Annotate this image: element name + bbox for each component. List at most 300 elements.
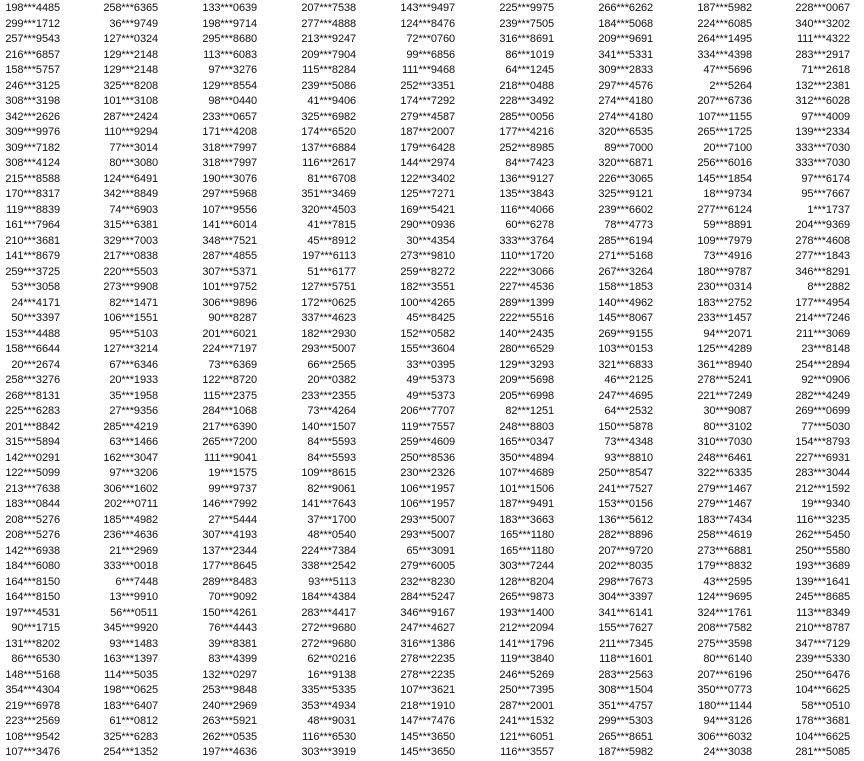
- masked-number-cell: 303***3919: [301, 746, 356, 758]
- masked-number-cell: 278***2235: [400, 653, 455, 665]
- masked-number-cell: 178***3681: [795, 715, 850, 727]
- table-row: [0, 125, 864, 141]
- masked-number-cell: 214***7246: [795, 312, 850, 324]
- masked-number-cell: 27***5444: [208, 513, 257, 526]
- masked-number-cell: 82***1251: [505, 405, 554, 417]
- masked-number-cell: 183***0844: [5, 498, 60, 510]
- table-row: [0, 203, 864, 219]
- masked-number-cell: 241***7527: [598, 482, 653, 495]
- masked-number-cell: 310***7030: [697, 436, 752, 448]
- masked-number-cell: 283***4417: [301, 606, 356, 619]
- masked-number-cell: 103***0153: [598, 343, 653, 355]
- masked-number-cell: 333***0018: [103, 560, 158, 572]
- masked-number-cell: 77***5030: [801, 420, 850, 433]
- masked-number-cell: 334***4398: [697, 48, 752, 61]
- masked-number-cell: 124***8476: [400, 17, 455, 30]
- masked-number-cell: 315***5894: [5, 436, 60, 448]
- masked-number-cell: 280***6529: [499, 343, 554, 355]
- masked-number-cell: 113***8349: [796, 606, 850, 619]
- masked-number-cell: 277***6124: [697, 203, 752, 216]
- masked-number-cell: 224***7197: [202, 343, 257, 355]
- masked-number-cell: 20***7100: [703, 141, 752, 154]
- masked-number-cell: 49***5373: [406, 389, 455, 402]
- masked-number-cell: 150***4261: [202, 606, 257, 619]
- masked-number-cell: 53***3058: [11, 281, 60, 293]
- table-row: [0, 621, 864, 637]
- masked-number-cell: 64***1245: [505, 64, 554, 76]
- masked-number-cell: 259***8272: [400, 265, 455, 278]
- masked-number-cell: 233***2355: [301, 389, 356, 402]
- masked-number-cell: 78***4773: [604, 219, 653, 231]
- masked-number-cell: 250***6476: [795, 668, 850, 681]
- masked-number-cell: 109***7979: [697, 234, 752, 247]
- masked-number-cell: 19***9340: [801, 498, 850, 510]
- masked-number-cell: 174***7292: [400, 95, 455, 107]
- masked-number-cell: 245***8685: [795, 591, 850, 603]
- masked-number-cell: 225***6283: [5, 405, 60, 417]
- masked-number-cell: 122***8720: [202, 374, 257, 386]
- masked-number-cell: 48***9031: [307, 715, 356, 727]
- masked-number-cell: 265***9873: [499, 591, 554, 603]
- masked-number-cell: 70***9092: [208, 591, 257, 603]
- masked-number-cell: 307***5371: [202, 265, 257, 278]
- masked-number-cell: 110***1720: [500, 250, 554, 262]
- masked-number-cell: 72***0760: [406, 33, 455, 45]
- masked-number-cell: 201***6021: [202, 327, 257, 340]
- masked-number-cell: 262***0535: [202, 730, 257, 743]
- masked-number-cell: 347***7129: [795, 637, 850, 650]
- masked-number-cell: 211***3069: [796, 327, 850, 340]
- table-row: [0, 420, 864, 436]
- masked-number-cell: 118***1601: [599, 653, 653, 665]
- masked-number-cell: 101***1506: [499, 482, 554, 495]
- table-row: [0, 234, 864, 250]
- masked-number-cell: 111***4322: [796, 33, 850, 45]
- masked-number-cell: 346***9167: [400, 606, 455, 619]
- table-row: [0, 358, 864, 374]
- masked-number-cell: 81***6708: [307, 172, 356, 185]
- table-row: [0, 466, 864, 482]
- masked-number-cell: 209***5698: [499, 374, 554, 386]
- masked-number-cell: 230***0314: [697, 281, 752, 293]
- masked-number-cell: 46***2125: [604, 374, 653, 386]
- masked-number-cell: 269***9155: [598, 327, 653, 340]
- masked-number-cell: 136***9127: [499, 172, 554, 185]
- masked-number-cell: 283***3044: [795, 467, 850, 479]
- masked-number-cell: 133***0639: [202, 2, 257, 14]
- table-row: [0, 745, 864, 761]
- masked-number-cell: 30***4354: [406, 234, 455, 247]
- masked-number-cell: 141***6014: [202, 219, 257, 231]
- masked-number-cell: 115***8284: [302, 64, 356, 76]
- masked-number-cell: 137***6884: [301, 141, 356, 154]
- masked-number-cell: 264***1495: [697, 33, 752, 45]
- masked-number-cell: 282***8896: [598, 529, 653, 541]
- masked-number-cell: 308***4124: [5, 157, 60, 169]
- masked-number-cell: 254***2894: [795, 358, 850, 371]
- table-row: [0, 17, 864, 33]
- masked-number-cell: 73***4264: [307, 405, 356, 417]
- masked-number-cell: 309***7182: [5, 141, 60, 154]
- masked-number-cell: 1***1737: [807, 203, 850, 216]
- masked-number-cell: 312***6028: [795, 95, 850, 107]
- masked-number-cell: 223***2569: [5, 715, 60, 727]
- masked-number-cell: 30***9087: [703, 405, 752, 417]
- masked-number-cell: 259***3725: [5, 265, 60, 278]
- masked-number-cell: 107***3476: [5, 746, 60, 758]
- masked-number-cell: 153***4488: [5, 327, 60, 340]
- masked-number-cell: 250***5580: [795, 544, 850, 557]
- masked-number-cell: 272***9680: [301, 622, 356, 634]
- masked-number-cell: 241***1532: [499, 715, 554, 727]
- masked-number-cell: 58***0510: [801, 699, 850, 712]
- masked-number-cell: 98***0440: [208, 95, 257, 107]
- masked-number-cell: 265***8651: [598, 730, 653, 743]
- table-row: [0, 668, 864, 684]
- masked-number-cell: 143***9497: [400, 2, 455, 14]
- masked-number-cell: 283***2563: [598, 668, 653, 681]
- table-row: [0, 575, 864, 591]
- masked-number-cell: 140***4962: [598, 296, 653, 309]
- table-row: [0, 156, 864, 172]
- masked-number-cell: 80***3080: [109, 157, 158, 169]
- masked-number-cell: 164***8150: [5, 591, 60, 603]
- masked-number-cell: 306***9896: [202, 296, 257, 309]
- masked-number-cell: 293***5007: [400, 513, 455, 526]
- masked-number-cell: 346***8291: [795, 265, 850, 278]
- masked-number-cell: 208***5276: [5, 529, 60, 541]
- masked-number-cell: 182***3551: [400, 281, 455, 293]
- masked-number-cell: 37***1700: [307, 513, 356, 526]
- masked-number-cell: 127***3214: [103, 343, 158, 355]
- masked-number-cell: 268***8131: [5, 389, 60, 402]
- masked-number-cell: 273***9908: [103, 281, 158, 293]
- masked-number-cell: 59***8891: [703, 219, 752, 231]
- masked-number-cell: 287***4855: [202, 250, 257, 262]
- masked-number-cell: 180***9787: [697, 265, 752, 278]
- masked-number-cell: 154***8793: [795, 436, 850, 448]
- masked-number-cell: 6***7448: [115, 575, 158, 588]
- masked-number-cell: 209***9691: [598, 33, 653, 45]
- masked-number-cell: 258***4619: [697, 529, 752, 541]
- table-row: [0, 513, 864, 529]
- masked-number-cell: 184***5068: [598, 17, 653, 30]
- masked-number-cell: 125***7271: [400, 188, 455, 200]
- masked-number-cell: 316***1386: [400, 637, 455, 650]
- masked-number-cell: 240***2969: [202, 699, 257, 712]
- masked-number-cell: 99***6856: [406, 48, 455, 61]
- masked-number-cell: 213***7638: [5, 482, 60, 495]
- table-row: [0, 311, 864, 327]
- table-row: [0, 48, 864, 64]
- masked-number-cell: 94***3126: [703, 715, 752, 727]
- masked-number-cell: 285***0056: [499, 110, 554, 123]
- masked-number-cell: 325***6982: [301, 110, 356, 123]
- masked-number-cell: 236***4636: [103, 529, 158, 541]
- masked-number-cell: 253***9848: [202, 684, 257, 696]
- masked-number-cell: 248***6461: [697, 451, 752, 464]
- masked-number-cell: 250***8547: [598, 467, 653, 479]
- masked-number-cell: 289***1399: [499, 296, 554, 309]
- masked-number-cell: 218***0488: [499, 79, 554, 92]
- masked-number-cell: 289***8483: [202, 575, 257, 588]
- masked-number-cell: 227***6931: [795, 451, 850, 464]
- masked-number-cell: 101***9752: [202, 281, 257, 293]
- table-row: [0, 528, 864, 544]
- masked-number-cell: 198***0625: [103, 684, 158, 696]
- masked-number-cell: 93***5113: [308, 575, 356, 588]
- table-row: [0, 544, 864, 560]
- masked-number-cell: 106***1957: [400, 498, 455, 510]
- masked-number-cell: 197***4531: [5, 606, 60, 619]
- masked-number-cell: 164***8150: [5, 575, 60, 588]
- masked-number-cell: 155***3604: [400, 343, 455, 355]
- masked-number-cell: 307***4193: [202, 529, 257, 541]
- masked-number-cell: 269***0699: [795, 405, 850, 417]
- masked-number-cell: 137***2344: [202, 544, 257, 557]
- masked-number-cell: 295***8680: [202, 33, 257, 45]
- masked-number-cell: 147***7476: [400, 715, 455, 727]
- masked-number-cell: 218***1910: [400, 699, 455, 712]
- table-row: [0, 451, 864, 467]
- masked-number-cell: 20***2674: [11, 358, 60, 371]
- masked-number-cell: 353***4934: [301, 699, 356, 712]
- masked-number-cell: 337***4623: [301, 312, 356, 324]
- masked-number-cell: 106***1551: [103, 312, 158, 324]
- masked-number-cell: 19***1575: [208, 467, 257, 479]
- masked-number-cell: 77***3014: [109, 141, 158, 154]
- masked-number-cell: 162***3047: [103, 451, 158, 464]
- masked-number-cell: 132***2381: [795, 79, 850, 92]
- table-row: [0, 435, 864, 451]
- masked-number-cell: 74***6903: [109, 203, 158, 216]
- masked-number-cell: 158***1853: [598, 281, 653, 293]
- masked-number-cell: 278***5241: [697, 374, 752, 386]
- masked-number-cell: 290***0936: [400, 219, 455, 231]
- masked-number-cell: 165***1180: [500, 529, 554, 541]
- masked-number-cell: 2***5264: [709, 79, 752, 92]
- masked-number-cell: 183***2752: [697, 296, 752, 309]
- masked-number-cell: 211***7345: [599, 637, 653, 650]
- masked-number-cell: 61***0812: [109, 715, 158, 727]
- masked-number-cell: 282***4249: [795, 389, 850, 402]
- masked-number-cell: 145***3650: [400, 730, 455, 743]
- masked-number-cell: 224***6085: [697, 17, 752, 30]
- masked-number-cell: 179***6428: [400, 141, 455, 154]
- masked-number-cell: 283***2917: [795, 48, 850, 61]
- masked-number-cell: 82***9061: [307, 482, 356, 495]
- masked-number-cell: 256***6016: [697, 157, 752, 169]
- masked-number-cell: 351***3469: [301, 188, 356, 200]
- masked-number-cell: 333***7030: [795, 157, 850, 169]
- masked-number-cell: 49***5373: [406, 374, 455, 386]
- masked-number-cell: 161***7964: [5, 219, 60, 231]
- masked-number-cell: 50***3397: [11, 312, 60, 324]
- masked-number-cell: 179***8832: [697, 560, 752, 572]
- masked-number-cell: 48***0540: [307, 529, 356, 541]
- masked-number-cell: 250***7395: [499, 684, 554, 696]
- table-row: [0, 187, 864, 203]
- masked-number-cell: 340***3202: [795, 17, 850, 30]
- masked-number-cell: 258***3276: [5, 374, 60, 386]
- masked-number-cell: 273***6881: [697, 544, 752, 557]
- masked-number-cell: 213***9247: [301, 33, 356, 45]
- masked-number-cell: 107***3621: [400, 684, 455, 696]
- masked-number-cell: 152***0582: [400, 327, 455, 340]
- masked-number-cell: 252***8985: [499, 141, 554, 154]
- masked-number-cell: 145***3650: [400, 746, 455, 758]
- masked-number-cell: 230***2326: [400, 467, 455, 479]
- masked-number-cell: 190***3076: [202, 172, 257, 185]
- masked-number-cell: 212***2094: [499, 622, 554, 634]
- masked-number-cell: 63***1466: [109, 436, 158, 448]
- masked-number-cell: 121***6051: [499, 730, 554, 743]
- masked-number-cell: 222***3066: [499, 265, 554, 278]
- table-row: [0, 389, 864, 405]
- table-row: [0, 652, 864, 668]
- masked-number-cell: 293***5007: [400, 529, 455, 541]
- masked-number-cell: 306***1602: [103, 482, 158, 495]
- masked-number-cell: 227***4536: [499, 281, 554, 293]
- masked-number-cell: 198***9714: [202, 17, 257, 30]
- masked-number-cell: 246***5269: [499, 668, 554, 681]
- masked-number-cell: 73***4348: [604, 436, 653, 448]
- masked-number-cell: 247***4695: [598, 389, 653, 402]
- masked-number-cell: 207***6736: [697, 95, 752, 107]
- masked-number-cell: 116***6530: [302, 730, 356, 743]
- masked-number-cell: 182***2930: [301, 327, 356, 340]
- table-row: [0, 94, 864, 110]
- masked-number-cell: 141***1796: [499, 637, 554, 650]
- masked-number-cell: 209***7904: [301, 48, 356, 61]
- masked-number-cell: 354***4304: [5, 684, 60, 696]
- masked-number-cell: 148***5168: [5, 668, 60, 681]
- masked-number-cell: 139***2334: [795, 126, 850, 138]
- masked-number-cell: 284***1068: [202, 405, 257, 417]
- masked-number-cell: 97***4009: [801, 110, 850, 123]
- masked-number-cell: 318***7997: [202, 157, 257, 169]
- masked-number-cell: 221***7249: [697, 389, 752, 402]
- masked-number-cell: 23***8148: [801, 343, 850, 355]
- masked-number-cell: 146***7992: [202, 498, 257, 510]
- masked-number-cell: 129***2148: [103, 64, 158, 76]
- masked-number-cell: 345***9920: [103, 622, 158, 634]
- masked-number-cell: 65***3091: [406, 544, 455, 557]
- masked-number-cell: 131***8202: [5, 637, 60, 650]
- masked-number-cell: 132***0297: [202, 668, 257, 681]
- masked-number-cell: 140***1507: [301, 420, 356, 433]
- masked-number-cell: 206***7707: [400, 405, 455, 417]
- masked-number-cell: 104***6625: [795, 730, 850, 743]
- masked-number-cell: 233***0657: [202, 110, 257, 123]
- table-row: [0, 218, 864, 234]
- masked-number-cell: 107***1155: [698, 110, 752, 123]
- masked-number-cell: 76***4443: [208, 622, 257, 634]
- masked-number-cell: 271***5168: [598, 250, 653, 262]
- masked-number-cell: 21***2969: [109, 544, 158, 557]
- masked-number-cell: 233***1457: [697, 312, 752, 324]
- masked-number-cell: 129***3293: [499, 358, 554, 371]
- masked-number-cell: 215***8588: [5, 172, 60, 185]
- table-row: [0, 730, 864, 746]
- masked-number-cell: 51***6177: [307, 265, 356, 278]
- masked-number-cell: 297***4576: [598, 79, 653, 92]
- masked-number-cell: 110***9294: [104, 126, 158, 138]
- table-row: [0, 1, 864, 17]
- masked-number-cell: 27***9356: [109, 405, 158, 417]
- masked-number-cell: 170***8317: [5, 188, 60, 200]
- masked-number-cell: 322***6335: [697, 467, 752, 479]
- masked-number-cell: 180***1144: [698, 699, 752, 712]
- masked-number-cell: 136***5612: [598, 513, 653, 526]
- masked-number-cell: 297***5968: [202, 188, 257, 200]
- masked-number-cell: 111***9041: [203, 451, 257, 464]
- masked-number-cell: 129***2148: [103, 48, 158, 61]
- masked-number-cell: 71***2618: [801, 64, 850, 76]
- masked-number-cell: 342***8849: [103, 188, 158, 200]
- masked-number-cell: 144***2974: [400, 157, 455, 169]
- masked-number-cell: 171***4208: [202, 126, 257, 138]
- masked-number-cell: 95***5103: [109, 327, 158, 340]
- masked-number-cell: 279***6005: [400, 560, 455, 572]
- masked-number-cell: 274***4180: [598, 95, 653, 107]
- masked-number-cell: 308***3198: [5, 95, 60, 107]
- masked-number-cell: 224***7384: [301, 544, 356, 557]
- masked-number-cell: 325***6283: [103, 730, 158, 743]
- masked-number-cell: 108***9542: [5, 730, 60, 743]
- masked-number-cell: 90***1715: [11, 622, 60, 634]
- masked-number-cell: 293***5007: [301, 343, 356, 355]
- masked-number-cell: 348***7521: [202, 234, 257, 247]
- masked-number-cell: 252***3351: [400, 79, 455, 92]
- masked-number-cell: 187***9491: [499, 498, 554, 510]
- masked-number-cell: 84***5593: [307, 451, 356, 464]
- masked-number-cell: 232***8230: [400, 575, 455, 588]
- masked-number-cell: 272***9680: [301, 637, 356, 650]
- masked-number-cell: 329***7003: [103, 234, 158, 247]
- masked-number-cell: 13***9910: [109, 591, 158, 603]
- masked-number-cell: 303***7244: [499, 560, 554, 572]
- masked-number-cell: 169***5421: [400, 203, 455, 216]
- masked-number-cell: 41***9406: [307, 95, 356, 107]
- masked-number-cell: 265***1725: [697, 126, 752, 138]
- masked-number-cell: 24***3038: [703, 746, 752, 758]
- masked-number-cell: 361***8940: [697, 358, 752, 371]
- masked-number-cell: 217***0838: [103, 250, 158, 262]
- masked-number-cell: 107***4689: [499, 467, 554, 479]
- masked-number-cell: 41***7815: [307, 219, 356, 231]
- masked-number-cell: 122***3402: [400, 172, 455, 185]
- masked-number-cell: 185***4982: [103, 513, 158, 526]
- masked-number-cell: 254***1352: [103, 746, 158, 758]
- masked-number-cell: 247***4627: [400, 622, 455, 634]
- masked-number-cell: 351***4757: [598, 699, 653, 712]
- table-row: [0, 373, 864, 389]
- masked-number-cell: 266***6262: [598, 2, 653, 14]
- masked-number-cell: 198***4485: [5, 2, 60, 14]
- masked-number-cell: 197***6113: [302, 250, 356, 262]
- masked-number-cell: 84***7423: [505, 157, 554, 169]
- masked-number-cell: 217***6390: [202, 420, 257, 433]
- masked-number-cell: 279***1467: [697, 498, 752, 510]
- masked-number-cell: 350***4894: [499, 451, 554, 464]
- masked-number-cell: 187***5982: [697, 2, 752, 14]
- masked-number-cell: 299***1712: [5, 17, 60, 30]
- masked-number-cell: 225***9975: [499, 2, 554, 14]
- masked-number-cell: 177***4216: [499, 126, 554, 138]
- masked-number-cell: 39***8381: [208, 637, 257, 650]
- masked-number-cell: 306***6032: [697, 730, 752, 743]
